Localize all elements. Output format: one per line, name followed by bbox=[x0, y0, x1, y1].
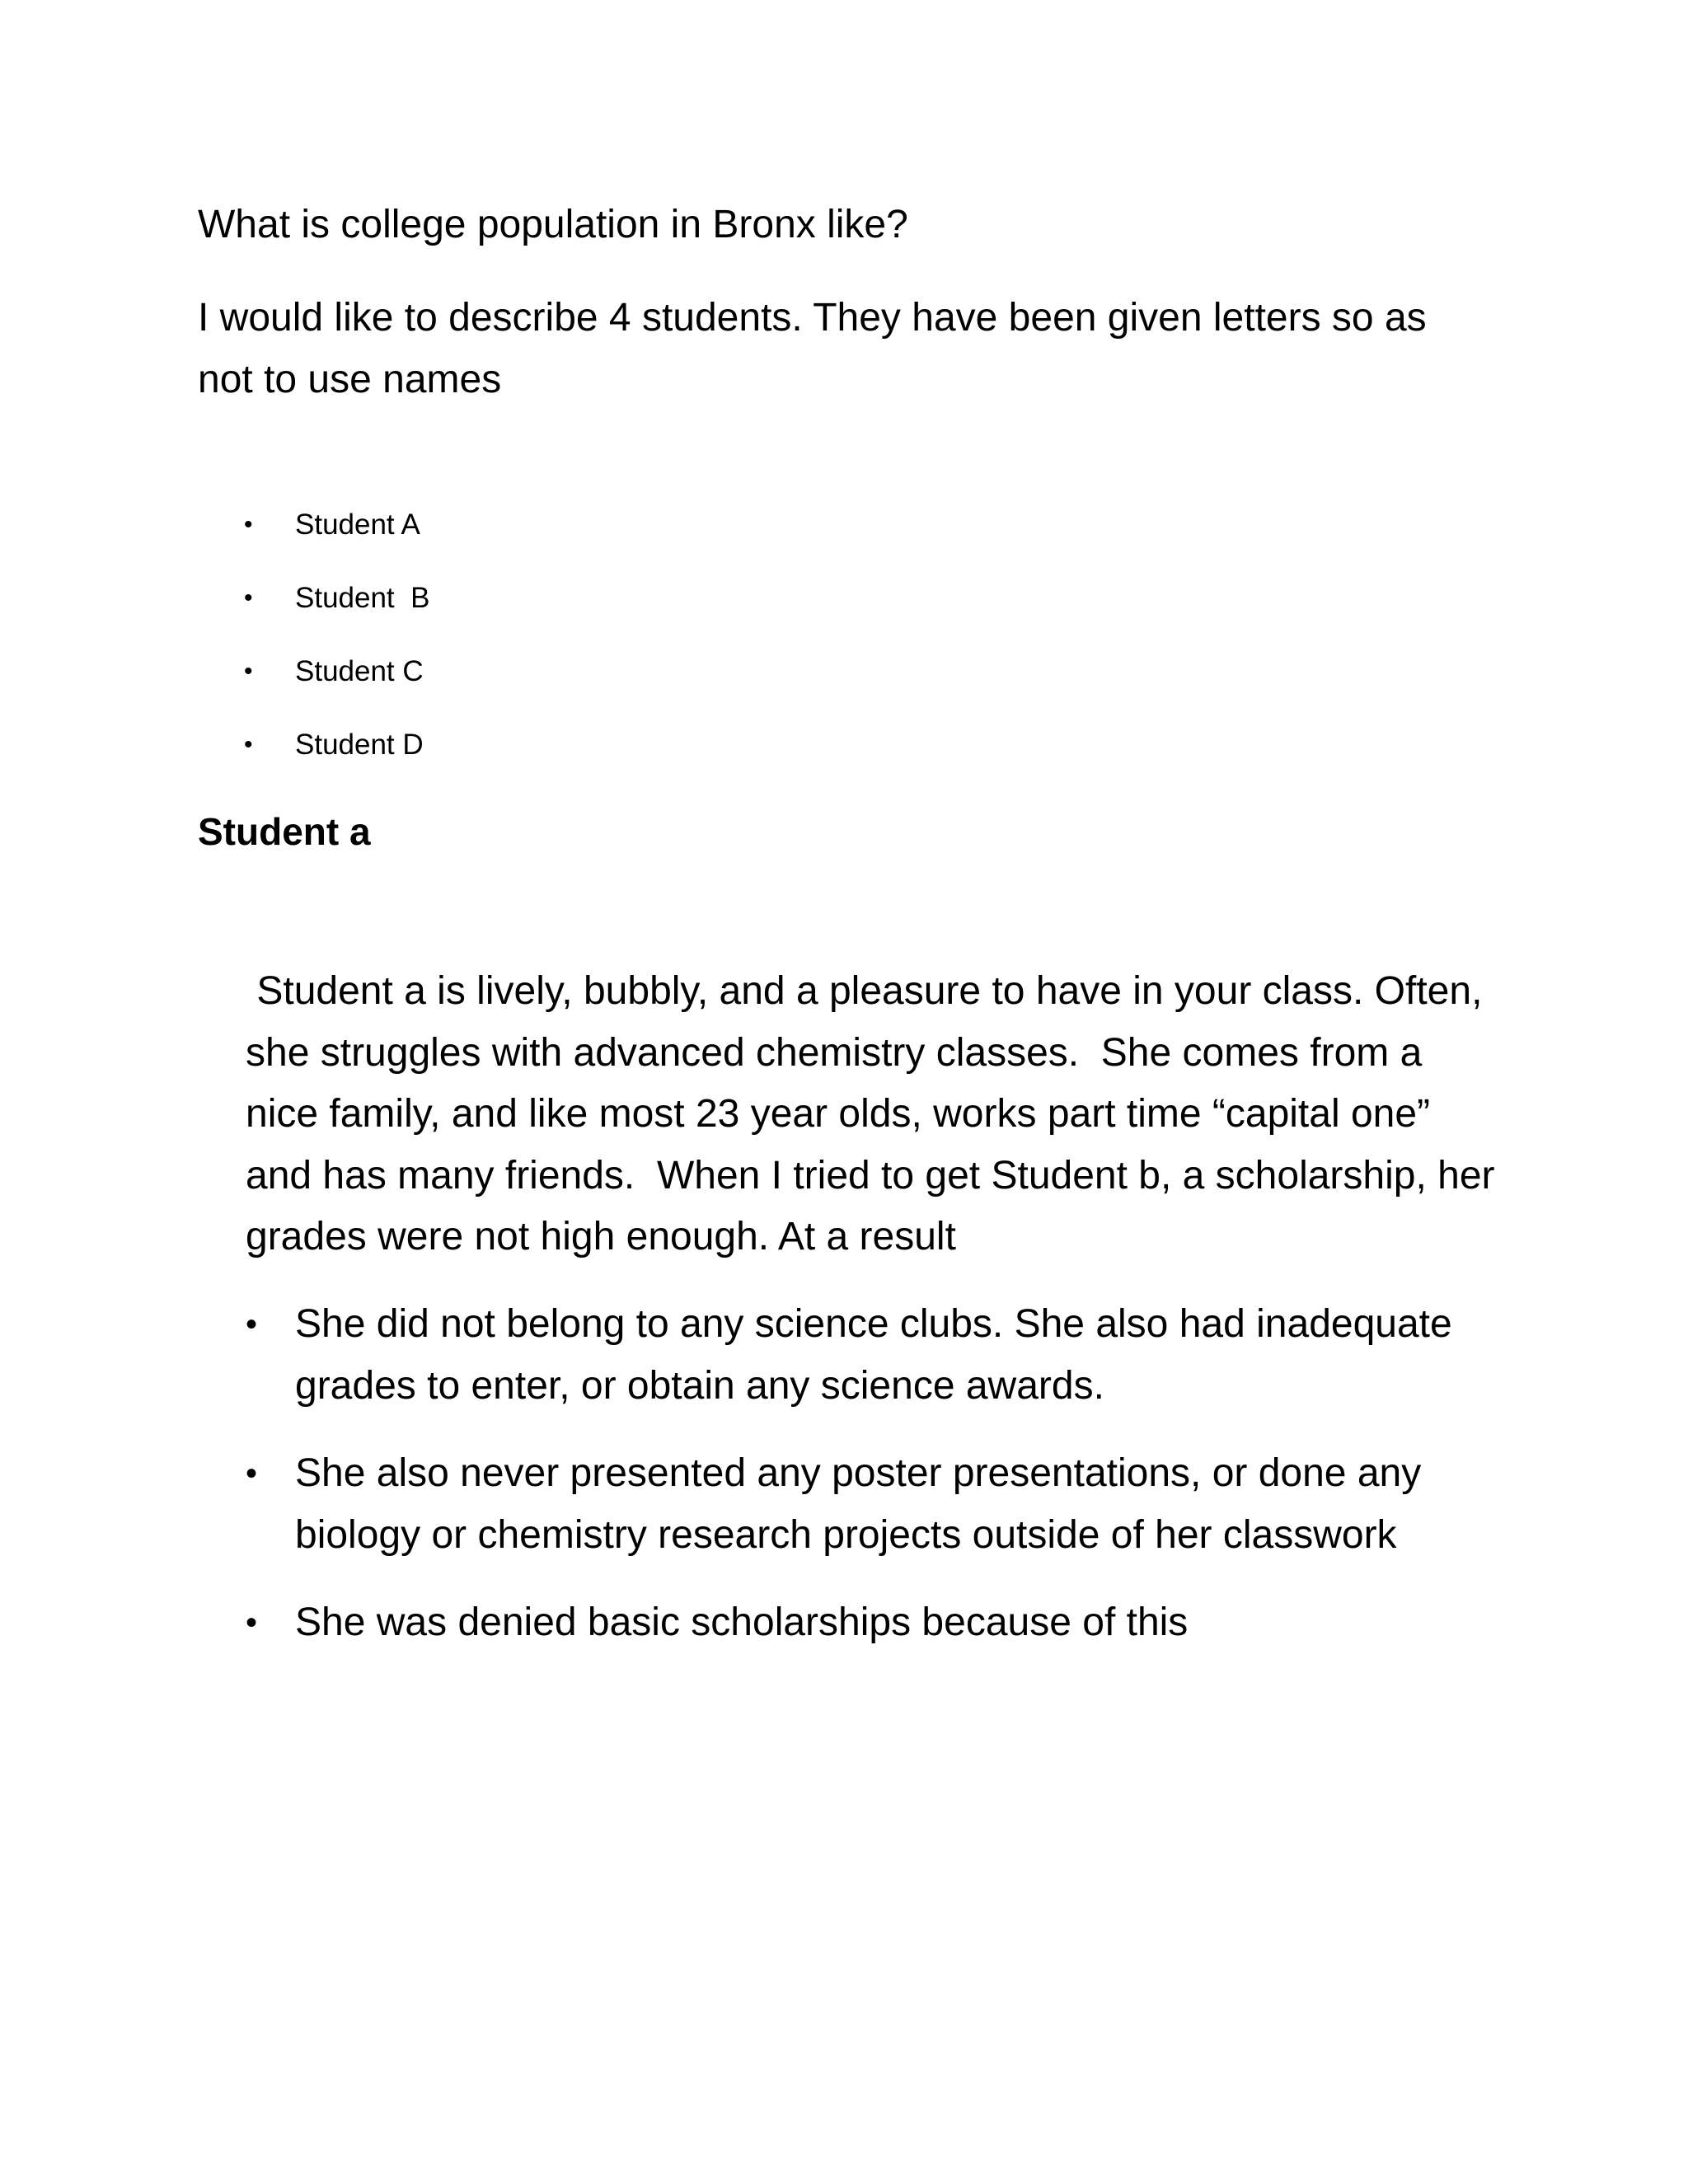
list-item bbox=[239, 727, 429, 800]
student-label: Student D bbox=[295, 729, 424, 761]
bullet-icon: • bbox=[246, 1455, 258, 1492]
bullet-icon: • bbox=[244, 584, 253, 612]
detail-text: She also never presented any poster presentations, or done any biology or chemistry research projects outside of her classwork bbox=[295, 1451, 1422, 1557]
bullet-icon: • bbox=[246, 1306, 258, 1343]
bullet-icon: • bbox=[244, 658, 253, 685]
list-item bbox=[246, 1294, 1507, 1417]
list-item bbox=[239, 507, 429, 580]
student-label: Student B bbox=[295, 582, 430, 614]
student-description-paragraph: Student a is lively, bubbly, and a pleasure to have in your class. Often, she struggles with advanced chemistry classes. She comes from a nice family, and like most 23 year olds, works part time “capital one” and has many friends. When I tried to get Student b, a scholarship, her grades were not high enough. At a result bbox=[246, 969, 1506, 1258]
detail-text: She was denied basic scholarships because of this bbox=[295, 1601, 1189, 1644]
list-item bbox=[246, 1443, 1507, 1566]
list-item bbox=[239, 654, 429, 727]
bullet-icon: • bbox=[244, 511, 253, 538]
student-list bbox=[239, 507, 429, 800]
section-heading: Student a bbox=[198, 810, 371, 853]
list-item bbox=[246, 1592, 1507, 1654]
intro-paragraph: I would like to describe 4 students. They have been given letters so as not to use names bbox=[198, 296, 1427, 401]
question-heading: What is college population in Bronx like? bbox=[198, 203, 908, 246]
detail-text: She did not belong to any science clubs. She also had inadequate grades to enter, or obtain any science awards. bbox=[295, 1302, 1452, 1408]
student-label: Student C bbox=[295, 655, 424, 687]
detail-list bbox=[246, 1294, 1507, 1680]
list-item bbox=[239, 580, 429, 654]
student-label: Student A bbox=[295, 509, 420, 541]
bullet-icon: • bbox=[246, 1605, 258, 1641]
bullet-icon: • bbox=[244, 731, 253, 758]
